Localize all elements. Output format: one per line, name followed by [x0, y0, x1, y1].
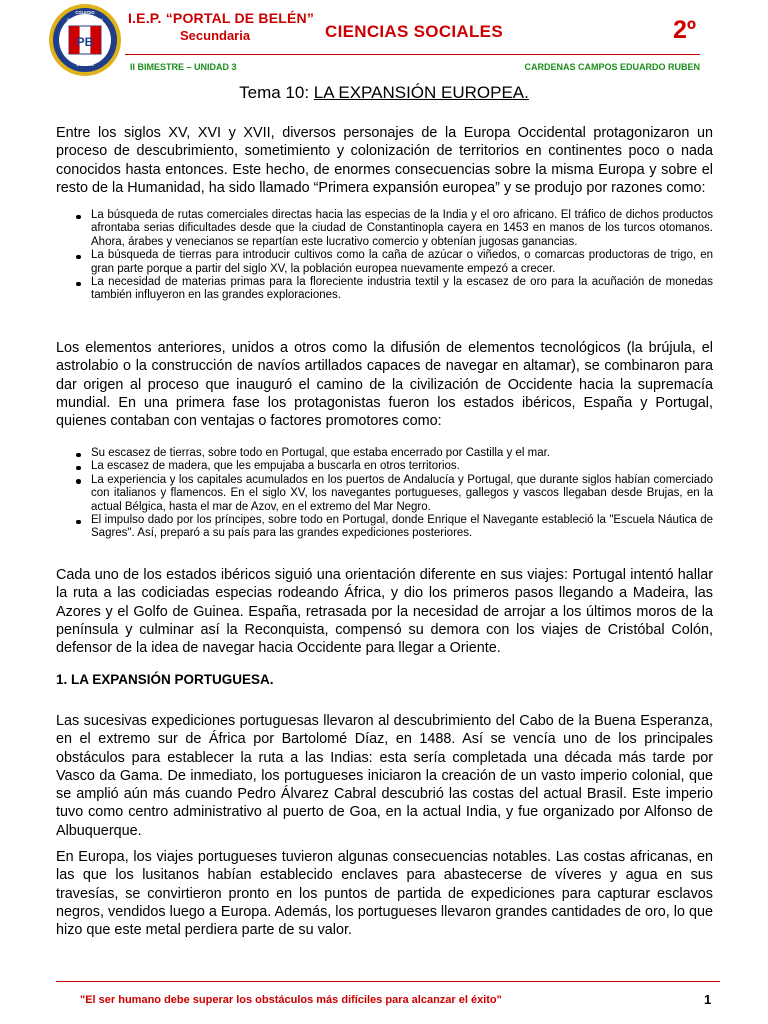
advantages-list: [56, 447, 713, 541]
school-crest-icon: [47, 2, 123, 78]
bullet-icon: [76, 520, 81, 525]
bullet-icon: [76, 453, 81, 458]
grade-label: 2º: [673, 16, 697, 44]
causes-list: [56, 209, 713, 303]
portuguese-expeditions-paragraph: Las sucesivas expediciones portuguesas llevaron al descubrimiento del Cabo de la Buena Esperanza, en el extremo sur de África por Bartolomé Díaz, en 1488. Así se vencía uno de los principales obstáculos para establecer la ruta a las Indias: esta sería completada una década más tarde por Vasco da Gama. De inmediato, los portugueses iniciaron la creación de un vasto imperio colonial, que se amplió aún más cuando Pedro Álvarez Cabral descubrió las costas del actual Brasil. Este imperio tuvo como centro administrativo al puerto de Goa, en la actual India, y fue organizado por Alfonso de Albuquerque.: [56, 713, 713, 839]
school-name: I.E.P. “PORTAL DE BELÉN”: [128, 10, 315, 26]
consequences-paragraph: En Europa, los viajes portugueses tuvieron algunas consecuencias notables. Las costas africanas, en las que los lusitanos habían establecido enclaves para abastecerse de víveres y agua en sus travesías, se convirtieron pronto en los puntos de partida de expediciones para capturar esclavos negros, vendidos luego a Europa. Además, los portugueses llevaron grandes cantidades de oro, lo que hizo que este metal perdiera parte de su valor.: [56, 849, 713, 939]
bullet-icon: [76, 479, 81, 484]
list-item: La experiencia y los capitales acumulados en los puertos de Andalucía y Portugal, que durante siglos habían comerciado con italianos y flamencos. En el siglo XV, los navegantes portugueses, gallegos y vascos llegaban desde Brujas, en la actual Bélgica, hasta el mar de Azov, en el extremo del Mar Negro.: [56, 474, 713, 514]
page-number: 1: [704, 992, 712, 1007]
list-item: El impulso dado por los príncipes, sobre todo en Portugal, donde Enrique el Navegante estableció la "Escuela Náutica de Sagres". Así, preparó a su país para las grandes expediciones posteriores.: [56, 514, 713, 541]
intro-paragraph: Entre los siglos XV, XVI y XVII, diversos personajes de la Europa Occidental protagonizaron un proceso de descubrimiento, sometimiento y colonización de territorios en continentes poco o nada conocidos hasta entonces. Este hecho, de enormes consecuencias sobre la misma Europa y sobre el resto de la Humanidad, ha sido llamado “Primera expansión europea” y se produjo por razones como:: [56, 125, 713, 196]
bullet-icon: [76, 466, 81, 471]
tema-prefix: Tema 10:: [239, 83, 314, 102]
header-divider: [125, 54, 700, 55]
elements-paragraph: Los elementos anteriores, unidos a otros como la difusión de elementos tecnológicos (la brújula, el astrolabio o la construcción de navíos artillados capaces de navegar en altamar), se combinaron para dar origen al proceso que inauguró el camino de la civilización de Occidente hacia la supremacía mundial. En una primera fase los protagonistas fueron los estados ibéricos, España y Portugal, quienes contaban con ventajas o factores promotores como:: [56, 340, 713, 430]
tema-title: LA EXPANSIÓN EUROPEA.: [313, 83, 529, 102]
page-title: [0, 83, 768, 103]
list-item: La búsqueda de tierras para introducir cultivos como la caña de azúcar o viñedos, o comarcas productoras de trigo, en gran parte porque a partir del siglo XV, la población europea nuevamente empezó a crecer.: [56, 249, 713, 276]
logo-text-mid: PORTAL DE BELEN: [67, 18, 103, 22]
iberian-states-paragraph: Cada uno de los estados ibéricos siguió una orientación diferente en sus viajes: Portugal intentó hallar la ruta a las codiciadas especias rodeando África, y dio los primeros pasos llegando a Madeira, las Azores y el Golfo de Guinea. España, retrasada por la necesidad de arrojar a los últimos moros de la península y culminar así la Reconquista, compensó su demora con los viajes de Cristóbal Colón, defensor de la idea de navegar hacia Occidente para llegar a Oriente.: [56, 567, 713, 657]
list-item: Su escasez de tierras, sobre todo en Portugal, que estaba encerrado por Castilla y el mar.: [56, 447, 713, 460]
bullet-icon: [76, 215, 81, 220]
logo-text-top: COLEGIO: [75, 10, 95, 15]
logo-text-bottom: UGEL 03: [76, 62, 94, 67]
list-item: La búsqueda de rutas comerciales directas hacia las especias de la India y el oro africano. El tráfico de dichos productos afrontaba serias dificultades desde que la ciudad de Constantinopla cayera en 1453 en manos de los turcos otomanos. Ahora, árabes y venecianos se repartían este lucrativo comercio y obtenían jugosas ganancias.: [56, 209, 713, 249]
subject-title: CIENCIAS SOCIALES: [325, 22, 503, 41]
bullet-icon: [76, 255, 81, 260]
teacher-name: CARDENAS CAMPOS EDUARDO RUBEN: [524, 62, 700, 72]
footer-quote: "El ser humano debe superar los obstáculos más difíciles para alcanzar el éxito": [80, 994, 502, 1006]
school-level: Secundaria: [180, 28, 251, 43]
logo-initials: PB: [76, 35, 94, 49]
list-item: La escasez de madera, que les empujaba a buscarla en otros territorios.: [56, 460, 713, 473]
unit-label: II BIMESTRE – UNIDAD 3: [130, 62, 237, 72]
bullet-icon: [76, 282, 81, 287]
footer-divider: [56, 981, 720, 982]
section-heading: 1. LA EXPANSIÓN PORTUGUESA.: [56, 672, 274, 687]
list-item: La necesidad de materias primas para la floreciente industria textil y la escasez de oro para la acuñación de monedas también influyeron en las grandes exploraciones.: [56, 276, 713, 303]
